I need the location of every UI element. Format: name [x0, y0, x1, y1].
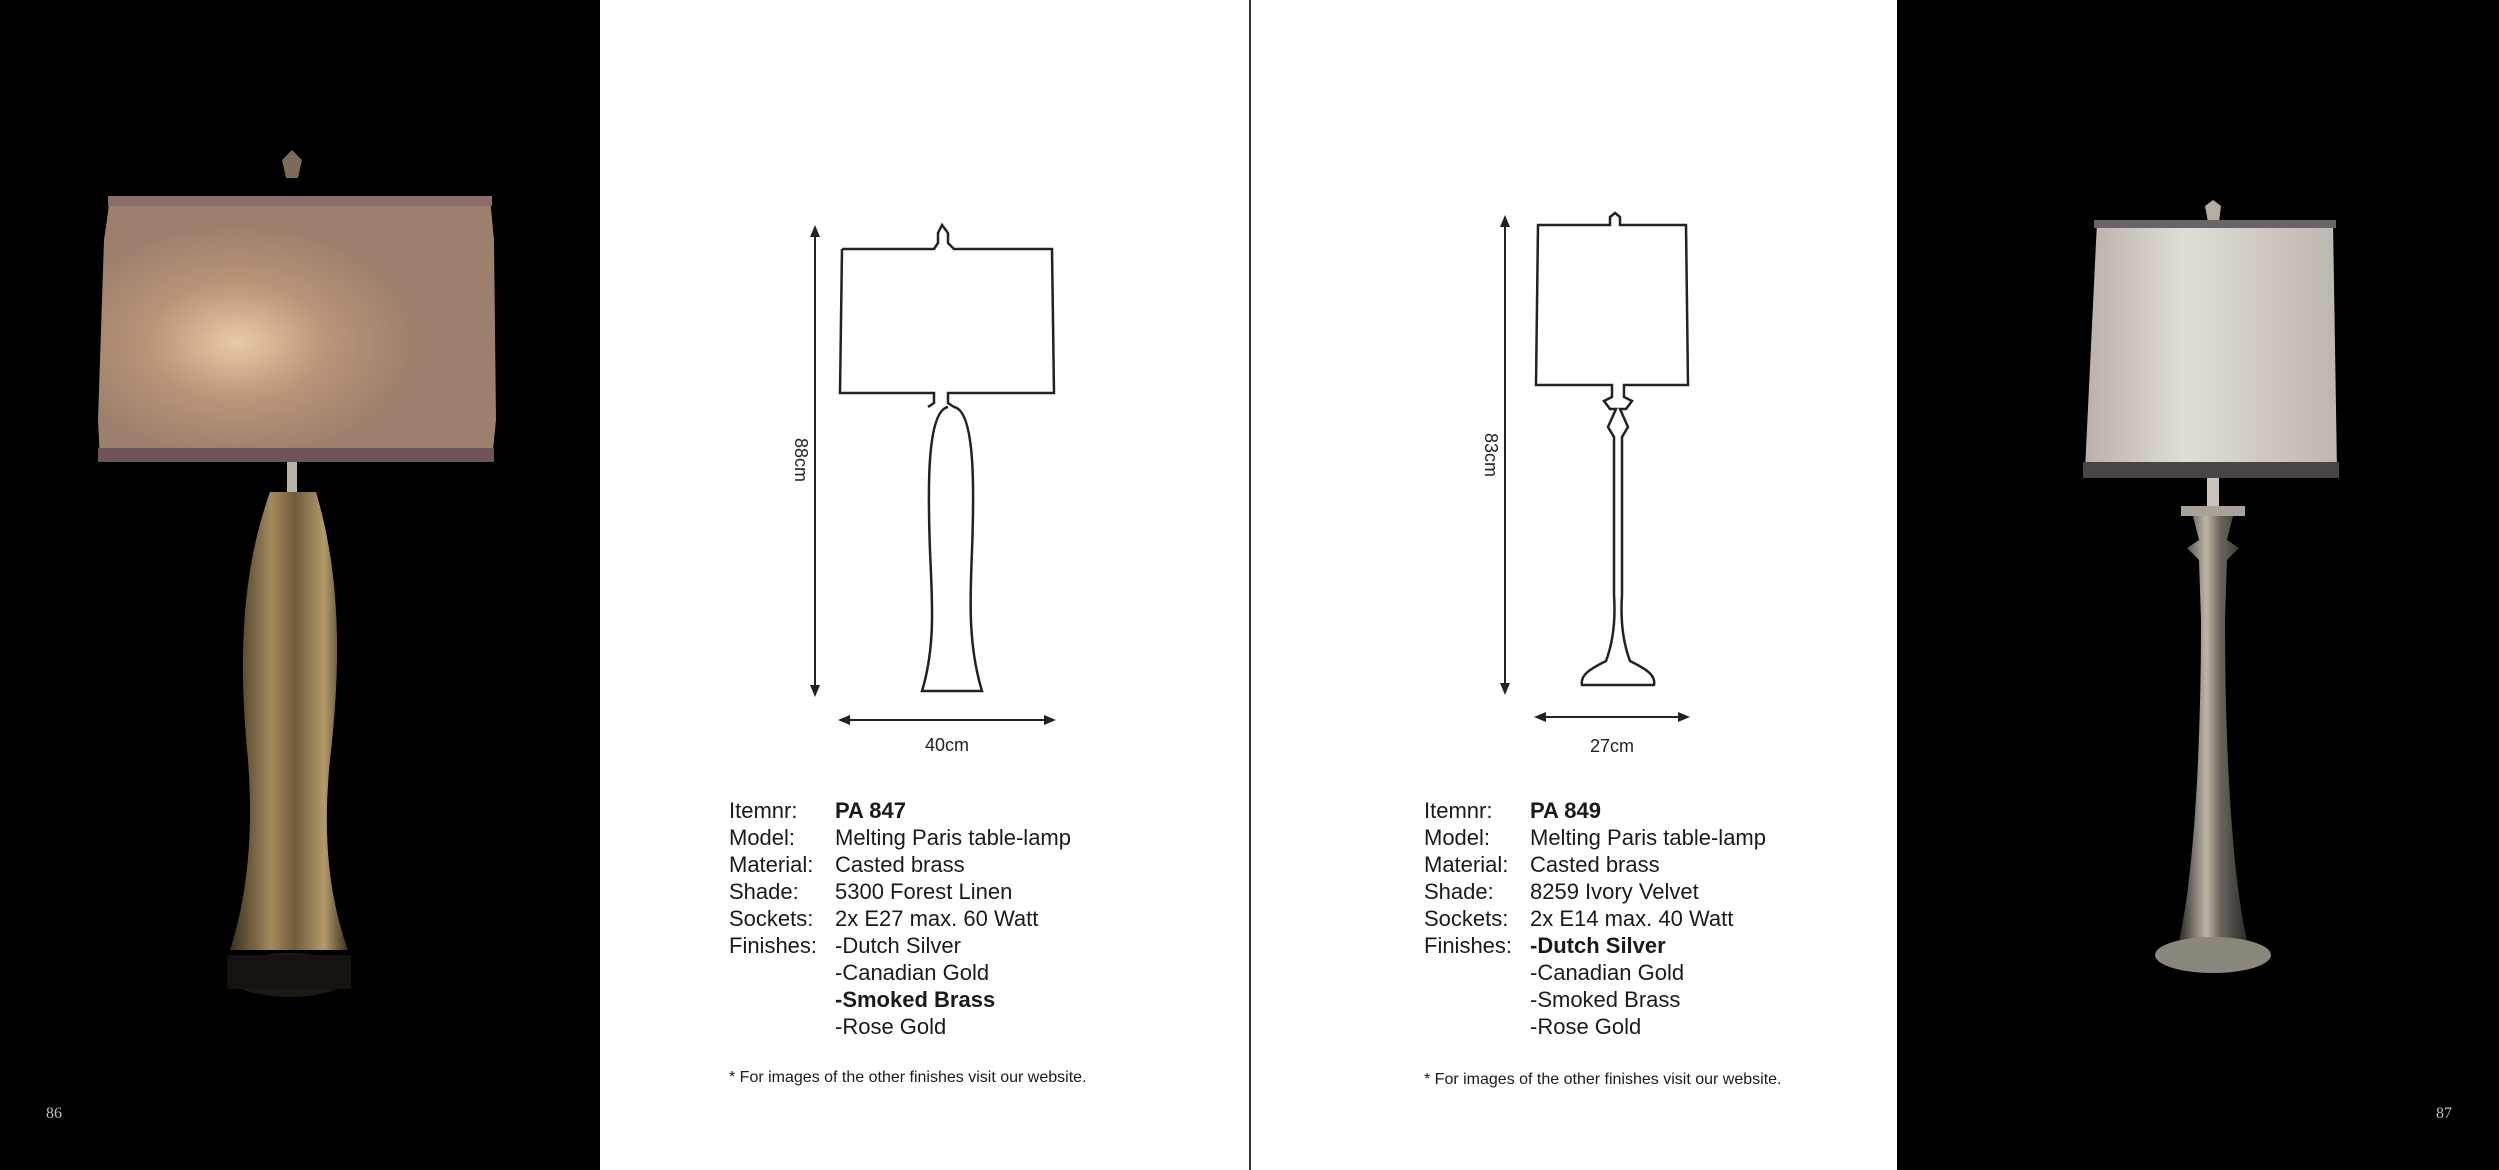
spec-label-model: Model: [729, 825, 796, 850]
spec-row [1424, 959, 1766, 986]
spec-value-model: Melting Paris table-lamp [835, 825, 1071, 850]
spec-row [729, 932, 1071, 959]
spec-label-empty [1424, 959, 1530, 986]
spec-label-model: Model: [1424, 825, 1491, 850]
spec-row [1424, 797, 1766, 824]
spec-label-empty [1424, 986, 1530, 1013]
finish-item: -Canadian Gold [835, 960, 990, 985]
spec-row [729, 797, 1071, 824]
spec-label-finishes: Finishes: [729, 933, 818, 958]
spec-value-itemnr: PA 849 [1530, 798, 1601, 823]
spec-row [1424, 905, 1766, 932]
spec-row [1424, 932, 1766, 959]
spec-row [729, 878, 1071, 905]
page-number-left: 86 [46, 1105, 62, 1122]
spec-row [1424, 986, 1766, 1013]
spec-list-pa847 [729, 797, 1071, 1040]
spec-list-pa849 [1424, 797, 1766, 1040]
spec-value-shade: 8259 Ivory Velvet [1530, 879, 1699, 904]
arrow-right-icon [1678, 712, 1690, 722]
height-label: 88cm [791, 437, 811, 483]
arrow-right-icon [1044, 715, 1056, 725]
spec-row [729, 1013, 1071, 1040]
finish-item: -Rose Gold [835, 1014, 947, 1039]
spec-label-sockets: Sockets: [1424, 906, 1509, 931]
page-number-right: 87 [2436, 1105, 2452, 1122]
spec-label-empty [729, 986, 835, 1013]
spec-label-empty [1424, 1013, 1530, 1040]
spec-row [729, 824, 1071, 851]
spec-value-material: Casted brass [835, 852, 965, 877]
spec-value-sockets: 2x E27 max. 60 Watt [835, 906, 1039, 931]
spec-row [1424, 1013, 1766, 1040]
finish-item-selected: -Dutch Silver [1530, 933, 1666, 958]
spec-value-sockets: 2x E14 max. 40 Watt [1530, 906, 1734, 931]
spec-label-itemnr: Itemnr: [729, 798, 798, 823]
spec-label-material: Material: [1424, 852, 1509, 877]
spec-label-itemnr: Itemnr: [1424, 798, 1493, 823]
finish-item-selected: -Smoked Brass [835, 987, 996, 1012]
lamp-photo-pa849 [1897, 0, 2499, 1170]
spec-label-empty [729, 959, 835, 986]
spec-row [1424, 851, 1766, 878]
right-product-photo [1897, 0, 2499, 1170]
arrow-up-icon [1500, 215, 1510, 227]
spec-label-sockets: Sockets: [729, 906, 814, 931]
spec-label-shade: Shade: [729, 879, 799, 904]
arrow-left-icon [838, 715, 850, 725]
spec-value-shade: 5300 Forest Linen [835, 879, 1013, 904]
spec-label-empty [729, 1013, 835, 1040]
page-divider [1249, 0, 1251, 1170]
width-label: 27cm [1589, 736, 1635, 756]
spec-row [1424, 878, 1766, 905]
spec-row [729, 851, 1071, 878]
spec-value-material: Casted brass [1530, 852, 1660, 877]
finish-item: -Rose Gold [1530, 1014, 1642, 1039]
finish-item: -Smoked Brass [1530, 987, 1681, 1012]
lamp-drawing-pa849 [1460, 205, 1760, 765]
lamp-drawing-pa847 [770, 215, 1070, 765]
spec-row [729, 986, 1071, 1013]
arrow-up-icon [810, 225, 820, 237]
spec-value-itemnr: PA 847 [835, 798, 906, 823]
spec-label-finishes: Finishes: [1424, 933, 1513, 958]
spec-label-shade: Shade: [1424, 879, 1494, 904]
spec-row [729, 905, 1071, 932]
arrow-left-icon [1534, 712, 1546, 722]
left-product-photo [0, 0, 600, 1170]
finishes-note-right: * For images of the other finishes visit our website. [1424, 1071, 1782, 1088]
spec-row [1424, 824, 1766, 851]
finishes-note-left: * For images of the other finishes visit our website. [729, 1069, 1087, 1086]
finish-item: -Canadian Gold [1530, 960, 1685, 985]
finish-item: -Dutch Silver [835, 933, 961, 958]
spec-row [729, 959, 1071, 986]
width-label: 40cm [924, 735, 970, 755]
arrow-down-icon [810, 685, 820, 697]
spec-label-material: Material: [729, 852, 814, 877]
lamp-photo-pa847 [0, 0, 600, 1170]
arrow-down-icon [1500, 683, 1510, 695]
height-label: 83cm [1481, 432, 1501, 478]
spec-value-model: Melting Paris table-lamp [1530, 825, 1766, 850]
